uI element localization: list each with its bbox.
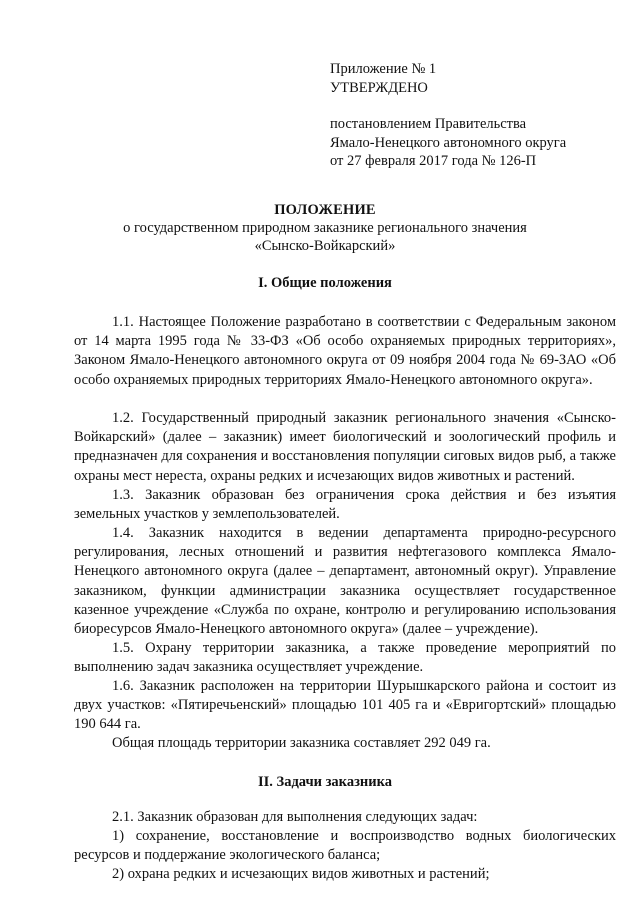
paragraph: Общая площадь территории заказника составляет 292 049 га. (112, 735, 491, 751)
paragraph: 1.3. Заказник образован без ограничения срока действия и без изъятия земельных участков у землепользователей. (74, 487, 616, 523)
approval-block (330, 60, 620, 171)
section-heading: I. Общие положения (258, 275, 392, 291)
document-title (40, 201, 610, 255)
approval-date: от 27 февраля 2017 года № 126-П (330, 153, 537, 169)
paragraph: 2.1. Заказник образован для выполнения следующих задач: (112, 809, 478, 825)
paragraph: 1.5. Охрану территории заказника, а также проведение мероприятий по выполнению задач заказника осуществляет учреждение. (74, 640, 616, 676)
list-item: 2) охрана редких и исчезающих видов животных и растений; (112, 866, 490, 882)
paragraph: 1.2. Государственный природный заказник регионального значения «Сынско-Войкарский» (далее – заказник) имеет биологический и зоологический профиль и предназначен для сохранения и восстановления популяции сиговых видов рыб, а также охраны мест нереста, охраны редких и исчезающих видов животных и растений. (74, 410, 616, 484)
appendix-number: Приложение № 1 (330, 61, 437, 77)
title-main: ПОЛОЖЕНИЕ (274, 202, 376, 218)
title-subtitle: о государственном природном заказнике регионального значения (123, 220, 527, 236)
paragraph: 1.6. Заказник расположен на территории Шурышкарского района и состоит из двух участков: «Пятиречьенский» площадью 101 405 га и «Евригортский» площадью 190 644 га. (74, 678, 616, 733)
list-item: 1) сохранение, восстановление и воспроизводство водных биологических ресурсов и поддержание экологического баланса; (74, 828, 616, 864)
paragraph: 1.1. Настоящее Положение разработано в соответствии с Федеральным законом от 14 марта 1995 года № 33-ФЗ «Об особо охраняемых природных территориях», Законом Ямало-Ненецкого автономного округа от 09 ноября 2004 года № 69-ЗАО «Об особо охраняемых природных территориях Ямало-Ненецкого автономного округа». (74, 314, 616, 388)
title-subtitle: «Сынско-Войкарский» (254, 238, 396, 254)
section-heading: II. Задачи заказника (258, 774, 392, 790)
approval-line: Ямало-Ненецкого автономного округа (330, 134, 567, 151)
approved-stamp: УТВЕРЖДЕНО (330, 79, 428, 96)
approval-line: постановлением Правительства (330, 116, 527, 132)
paragraph: 1.4. Заказник находится в ведении департамента природно-ресурсного регулирования, лесных отношений и развития нефтегазового комплекса Ямало-Ненецкого автономного округа (далее – департамент, автономный округ). Управление заказником, функции администрации заказника осуществляет государственное казенное учреждение «Служба по охране, контролю и регулированию использования биоресурсов Ямало-Ненецкого автономного округа» (далее – учреждение). (74, 525, 616, 638)
